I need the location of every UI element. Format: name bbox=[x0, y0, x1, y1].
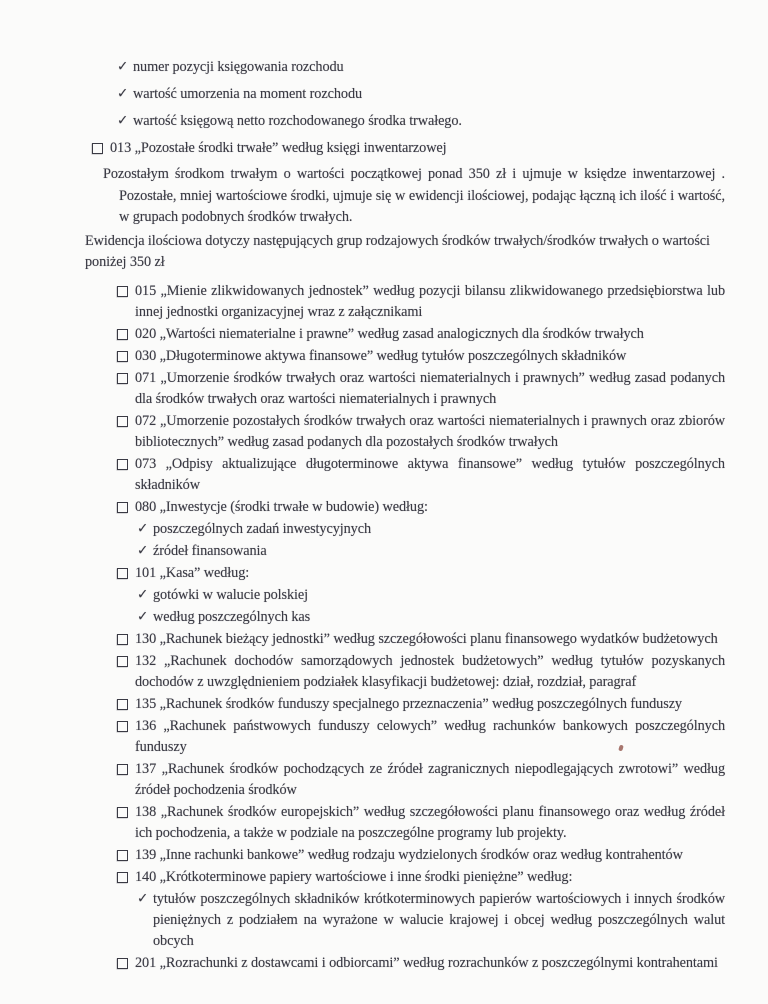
account-item bbox=[117, 411, 725, 453]
checkmark-icon: ✓ bbox=[137, 586, 149, 602]
check-item-label: tytułów poszczególnych składników krótkoterminowych papierów wartościowych i innych środków pieniężnych z podziałem na wyrażone w walucie krajowej i obcej według poszczególnych walut obcych bbox=[153, 890, 725, 949]
sub-check-item bbox=[137, 607, 725, 628]
account-label: 201 „Rozrachunki z dostawcami i odbiorcami” według rozrachunków z poszczególnymi kontrahentami bbox=[135, 954, 718, 971]
account-label: 013 „Pozostałe środki trwałe” według księgi inwentarzowej bbox=[110, 140, 447, 156]
account-item bbox=[117, 281, 725, 323]
checkmark-icon: ✓ bbox=[117, 112, 129, 129]
account-label: 030 „Długoterminowe aktywa finansowe” według tytułów poszczególnych składników bbox=[135, 347, 627, 364]
account-label: 101 „Kasa” według: bbox=[135, 564, 250, 581]
check-item-label: gotówki w walucie polskiej bbox=[153, 586, 309, 603]
checkbox-icon bbox=[92, 143, 103, 154]
checkbox-icon bbox=[117, 850, 128, 861]
sub-check-item bbox=[137, 541, 725, 562]
check-item-label: według poszczególnych kas bbox=[153, 608, 311, 625]
account-label: 138 „Rachunek środków europejskich” według szczegółowości planu finansowego oraz według źródeł ich pochodzenia, a także w podziale na poszczególne programy lub projekty. bbox=[135, 803, 725, 841]
checkbox-icon bbox=[117, 459, 128, 470]
account-item bbox=[117, 563, 725, 584]
account-item bbox=[117, 346, 725, 367]
sub-check-item bbox=[137, 585, 725, 606]
checkbox-icon bbox=[117, 502, 128, 513]
checkbox-icon bbox=[117, 699, 128, 710]
checkbox-icon bbox=[117, 958, 128, 969]
account-item bbox=[117, 716, 725, 758]
checkmark-icon: ✓ bbox=[137, 608, 149, 624]
account-item bbox=[117, 802, 725, 844]
checkmark-icon: ✓ bbox=[137, 542, 149, 558]
account-label: 020 „Wartości niematerialne i prawne” według zasad analogicznych dla środków trwałych bbox=[135, 325, 644, 342]
checkbox-icon bbox=[117, 286, 128, 297]
account-item bbox=[117, 454, 725, 496]
account-item bbox=[117, 368, 725, 410]
account-label: 080 „Inwestycje (środki trwałe w budowie) według: bbox=[135, 498, 428, 515]
accounts-list bbox=[0, 281, 768, 974]
account-label: 140 „Krótkoterminowe papiery wartościowe i inne środki pieniężne” według: bbox=[135, 868, 573, 885]
account-label: 072 „Umorzenie pozostałych środków trwałych oraz wartości niematerialnych i prawnych oraz zbiorów bibliotecznych” według zasad podanych dla pozostałych środków trwałych bbox=[135, 412, 725, 450]
intro-checklist bbox=[117, 0, 768, 132]
checkbox-icon bbox=[117, 807, 128, 818]
checkbox-icon bbox=[117, 373, 128, 384]
account-item bbox=[117, 629, 725, 650]
account-item bbox=[117, 694, 725, 715]
account-label: 139 „Inne rachunki bankowe” według rodzaju wydzielonych środków oraz według kontrahentów bbox=[135, 846, 683, 863]
account-item-013 bbox=[92, 138, 725, 159]
account-item bbox=[117, 953, 725, 974]
checkbox-icon bbox=[117, 634, 128, 645]
account-sub-checklist bbox=[0, 585, 768, 628]
note-text: Ewidencja ilościowa dotyczy następujących grup rodzajowych środków trwałych/środków trwałych o wartości poniżej 350 zł bbox=[85, 232, 710, 270]
account-label: 136 „Rachunek państwowych funduszy celowych” według rachunków bankowych poszczególnych funduszy bbox=[135, 717, 725, 755]
account-item bbox=[117, 845, 725, 866]
account-item bbox=[117, 324, 725, 345]
check-item-label: numer pozycji księgowania rozchodu bbox=[133, 59, 344, 75]
account-item bbox=[117, 497, 725, 518]
sub-check-item bbox=[137, 889, 725, 952]
check-item bbox=[117, 111, 768, 132]
check-item bbox=[117, 57, 768, 78]
account-sub-checklist bbox=[0, 889, 768, 952]
account-item bbox=[117, 651, 725, 693]
account-label: 132 „Rachunek dochodów samorządowych jednostek budżetowych” według tytułów pozyskanych dochodów z uwzględnieniem podziałek klasyfikacji budżetowej: dział, rozdział, paragraf bbox=[135, 652, 725, 690]
account-label: 130 „Rachunek bieżący jednostki” według szczegółowości planu finansowego wydatków budżetowych bbox=[135, 630, 718, 647]
checkbox-icon bbox=[117, 764, 128, 775]
checkbox-icon bbox=[117, 329, 128, 340]
account-item bbox=[117, 759, 725, 801]
checkmark-icon: ✓ bbox=[117, 85, 129, 102]
check-item-label: poszczególnych zadań inwestycyjnych bbox=[153, 520, 372, 537]
account-label: 137 „Rachunek środków pochodzących ze źródeł zagranicznych niepodlegających zwrotowi” według źródeł pochodzenia środków bbox=[135, 760, 725, 798]
account-label: 015 „Mienie zlikwidowanych jednostek” według pozycji bilansu zlikwidowanego przedsiębiorstwa lub innej jednostki organizacyjnej wraz z załącznikami bbox=[135, 282, 725, 320]
account-item bbox=[117, 867, 725, 888]
checkbox-icon bbox=[117, 416, 128, 427]
checkbox-icon bbox=[117, 721, 128, 732]
intro-paragraph: Pozostałym środkom trwałym o wartości początkowej ponad 350 zł i ujmuje w księdze inwentarzowej . Pozostałe, mniej wartościowe środki, ujmuje się w ewidencji ilościowej, podając łączną ich ilość i wartość, w grupach podobnych środków trwałych. bbox=[103, 166, 725, 225]
account-label: 135 „Rachunek środków funduszy specjalnego przeznaczenia” według poszczególnych funduszy bbox=[135, 695, 682, 712]
checkmark-icon: ✓ bbox=[117, 58, 129, 75]
check-item-label: wartość umorzenia na moment rozchodu bbox=[133, 86, 363, 102]
checkbox-icon bbox=[117, 656, 128, 667]
check-item-label: źródeł finansowania bbox=[153, 542, 267, 559]
checkbox-icon bbox=[117, 872, 128, 883]
account-sub-checklist bbox=[0, 519, 768, 562]
sub-check-item bbox=[137, 519, 725, 540]
check-item bbox=[117, 84, 768, 105]
account-label: 073 „Odpisy aktualizujące długoterminowe aktywa finansowe” według tytułów poszczególnych składników bbox=[135, 455, 725, 493]
checkmark-icon: ✓ bbox=[137, 890, 149, 906]
check-item-label: wartość księgową netto rozchodowanego środka trwałego. bbox=[133, 113, 462, 129]
checkbox-icon bbox=[117, 568, 128, 579]
checkmark-icon: ✓ bbox=[137, 520, 149, 536]
account-label: 071 „Umorzenie środków trwałych oraz wartości niematerialnych i prawnych” według zasad podanych dla środków trwałych oraz wartości niematerialnych i prawnych bbox=[135, 369, 725, 407]
checkbox-icon bbox=[117, 351, 128, 362]
